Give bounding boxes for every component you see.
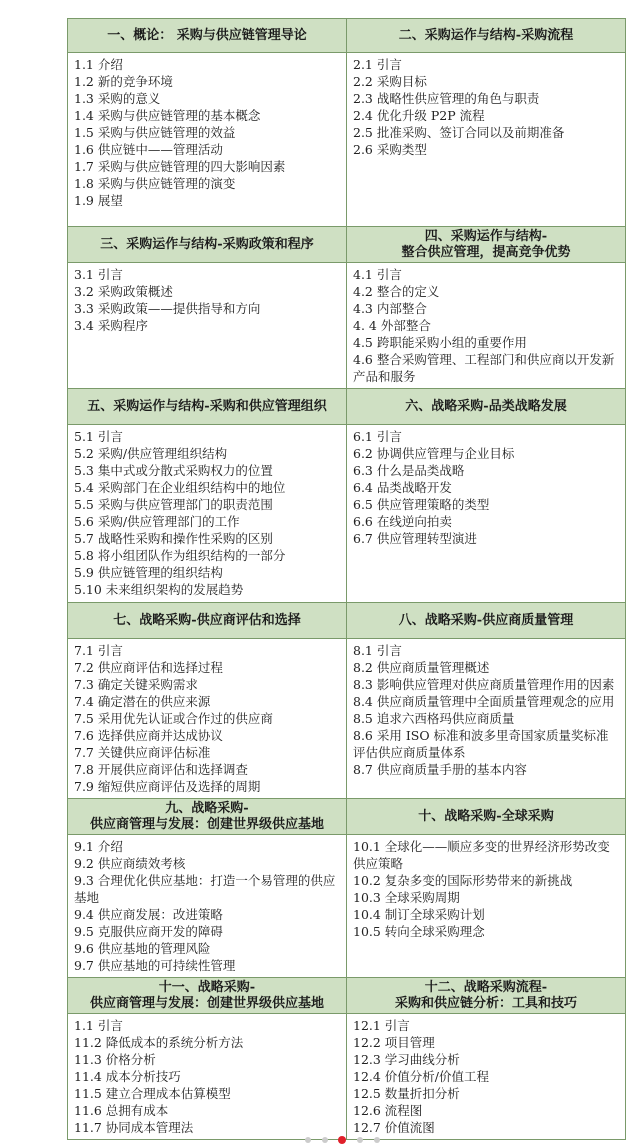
list-item: 4. 4 外部整合 bbox=[353, 318, 431, 333]
list-item: 9.3 合理优化供应基地：打造一个易管理的供应基地 bbox=[74, 873, 336, 905]
list-item: 7.9 缩短供应商评估及选择的周期 bbox=[74, 779, 261, 794]
list-item: 4.2 整合的定义 bbox=[353, 284, 440, 299]
list-item: 5.6 采购/供应管理部门的工作 bbox=[74, 514, 240, 529]
page-dot[interactable] bbox=[374, 1137, 380, 1143]
list-item: 11.4 成本分析技巧 bbox=[74, 1069, 181, 1084]
list-item: 8.1 引言 bbox=[353, 643, 402, 658]
list-item: 6.5 供应管理策略的类型 bbox=[353, 497, 490, 512]
list-item: 8.2 供应商质量管理概述 bbox=[353, 660, 490, 675]
list-item: 11.3 价格分析 bbox=[74, 1052, 156, 1067]
list-item: 7.7 关键供应商评估标准 bbox=[74, 745, 211, 760]
section-9-title: 九、战略采购- 供应商管理与发展：创建世界级供应基地 bbox=[68, 799, 347, 835]
list-item: 5.8 将小组团队作为组织结构的一部分 bbox=[74, 548, 286, 563]
list-item: 5.9 供应链管理的组织结构 bbox=[74, 565, 223, 580]
section-10-items bbox=[347, 835, 626, 978]
list-item: 7.1 引言 bbox=[74, 643, 123, 658]
section-6-title: 六、战略采购-品类战略发展 bbox=[347, 389, 626, 425]
list-item: 8.6 采用 ISO 标准和波多里奇国家质量奖标准评估供应商质量体系 bbox=[353, 728, 609, 760]
list-item: 10.2 复杂多变的国际形势带来的新挑战 bbox=[353, 873, 573, 888]
section-4-title: 四、采购运作与结构- 整合供应管理，提高竞争优势 bbox=[347, 227, 626, 263]
list-item: 2.1 引言 bbox=[353, 57, 402, 72]
list-item: 5.2 采购/供应管理组织结构 bbox=[74, 446, 228, 461]
list-item: 1.9 展望 bbox=[74, 193, 123, 208]
list-item: 3.2 采购政策概述 bbox=[74, 284, 173, 299]
list-item: 1.6 供应链中——管理活动 bbox=[74, 142, 223, 157]
section-7-items bbox=[68, 639, 347, 799]
section-11-items bbox=[68, 1014, 347, 1140]
list-item: 3.3 采购政策——提供指导和方向 bbox=[74, 301, 261, 316]
list-item: 7.8 开展供应商评估和选择调查 bbox=[74, 762, 248, 777]
list-item: 2.3 战略性供应管理的角色与职责 bbox=[353, 91, 540, 106]
list-item: 5.3 集中式或分散式采购权力的位置 bbox=[74, 463, 273, 478]
list-item: 5.5 采购与供应管理部门的职责范围 bbox=[74, 497, 273, 512]
list-item: 5.4 采购部门在企业组织结构中的地位 bbox=[74, 480, 286, 495]
list-item: 9.5 克服供应商开发的障碍 bbox=[74, 924, 223, 939]
page-dot-active[interactable] bbox=[338, 1136, 346, 1144]
list-item: 7.6 选择供应商并达成协议 bbox=[74, 728, 223, 743]
list-item: 7.5 采用优先认证或合作过的供应商 bbox=[74, 711, 273, 726]
list-item: 8.3 影响供应管理对供应商质量管理作用的因素 bbox=[353, 677, 615, 692]
list-item: 10.4 制订全球采购计划 bbox=[353, 907, 485, 922]
list-item: 9.1 介绍 bbox=[74, 839, 123, 854]
list-item: 7.2 供应商评估和选择过程 bbox=[74, 660, 223, 675]
list-item: 11.5 建立合理成本估算模型 bbox=[74, 1086, 231, 1101]
section-7-title: 七、战略采购-供应商评估和选择 bbox=[68, 603, 347, 639]
list-item: 2.4 优化升级 P2P 流程 bbox=[353, 108, 485, 123]
page-dot[interactable] bbox=[322, 1137, 328, 1143]
list-item: 11.6 总拥有成本 bbox=[74, 1103, 169, 1118]
page-indicator bbox=[0, 1136, 642, 1144]
list-item: 12.5 数量折扣分析 bbox=[353, 1086, 460, 1101]
list-item: 5.10 未来组织架构的发展趋势 bbox=[74, 582, 244, 597]
list-item: 3.4 采购程序 bbox=[74, 318, 148, 333]
list-item: 1.1 引言 bbox=[74, 1018, 123, 1033]
syllabus-table bbox=[67, 18, 626, 1140]
list-item: 12.1 引言 bbox=[353, 1018, 410, 1033]
section-12-items bbox=[347, 1014, 626, 1140]
section-4-items bbox=[347, 263, 626, 389]
list-item: 5.1 引言 bbox=[74, 429, 123, 444]
section-1-title: 一、概论： 采购与供应链管理导论 bbox=[68, 19, 347, 53]
list-item: 11.2 降低成本的系统分析方法 bbox=[74, 1035, 244, 1050]
list-item: 2.5 批准采购、签订合同以及前期准备 bbox=[353, 125, 565, 140]
list-item: 2.2 采购目标 bbox=[353, 74, 427, 89]
list-item: 12.6 流程图 bbox=[353, 1103, 423, 1118]
section-2-title: 二、采购运作与结构-采购流程 bbox=[347, 19, 626, 53]
section-12-title: 十二、战略采购流程- 采购和供应链分析：工具和技巧 bbox=[347, 978, 626, 1014]
section-2-items bbox=[347, 53, 626, 227]
list-item: 11.7 协同成本管理法 bbox=[74, 1120, 194, 1135]
list-item: 4.5 跨职能采购小组的重要作用 bbox=[353, 335, 527, 350]
list-item: 10.5 转向全球采购理念 bbox=[353, 924, 485, 939]
list-item: 3.1 引言 bbox=[74, 267, 123, 282]
page-dot[interactable] bbox=[305, 1137, 311, 1143]
list-item: 10.1 全球化——顺应多变的世界经济形势改变供应策略 bbox=[353, 839, 610, 871]
section-8-title: 八、战略采购-供应商质量管理 bbox=[347, 603, 626, 639]
section-11-title: 十一、战略采购- 供应商管理与发展：创建世界级供应基地 bbox=[68, 978, 347, 1014]
list-item: 9.7 供应基地的可持续性管理 bbox=[74, 958, 236, 973]
list-item: 1.2 新的竞争环境 bbox=[74, 74, 173, 89]
list-item: 7.3 确定关键采购需求 bbox=[74, 677, 198, 692]
list-item: 8.5 追求六西格玛供应商质量 bbox=[353, 711, 515, 726]
list-item: 6.4 品类战略开发 bbox=[353, 480, 452, 495]
list-item: 6.7 供应管理转型演进 bbox=[353, 531, 477, 546]
list-item: 6.1 引言 bbox=[353, 429, 402, 444]
list-item: 2.6 采购类型 bbox=[353, 142, 427, 157]
list-item: 1.7 采购与供应链管理的四大影响因素 bbox=[74, 159, 286, 174]
list-item: 12.2 项目管理 bbox=[353, 1035, 435, 1050]
section-10-title: 十、战略采购-全球采购 bbox=[347, 799, 626, 835]
section-8-items bbox=[347, 639, 626, 799]
list-item: 1.5 采购与供应链管理的效益 bbox=[74, 125, 236, 140]
list-item: 1.8 采购与供应链管理的演变 bbox=[74, 176, 236, 191]
list-item: 8.7 供应商质量手册的基本内容 bbox=[353, 762, 527, 777]
list-item: 1.3 采购的意义 bbox=[74, 91, 161, 106]
list-item: 1.1 介绍 bbox=[74, 57, 123, 72]
list-item: 9.6 供应基地的管理风险 bbox=[74, 941, 211, 956]
list-item: 5.7 战略性采购和操作性采购的区别 bbox=[74, 531, 273, 546]
list-item: 1.4 采购与供应链管理的基本概念 bbox=[74, 108, 261, 123]
section-9-items bbox=[68, 835, 347, 978]
section-5-title: 五、采购运作与结构-采购和供应管理组织 bbox=[68, 389, 347, 425]
list-item: 4.1 引言 bbox=[353, 267, 402, 282]
list-item: 8.4 供应商质量管理中全面质量管理观念的应用 bbox=[353, 694, 615, 709]
list-item: 12.3 学习曲线分析 bbox=[353, 1052, 460, 1067]
section-5-items bbox=[68, 425, 347, 603]
page-dot[interactable] bbox=[357, 1137, 363, 1143]
list-item: 10.3 全球采购周期 bbox=[353, 890, 460, 905]
list-item: 6.6 在线逆向拍卖 bbox=[353, 514, 452, 529]
section-1-items bbox=[68, 53, 347, 227]
list-item: 12.7 价值流图 bbox=[353, 1120, 435, 1135]
list-item: 6.2 协调供应管理与企业目标 bbox=[353, 446, 515, 461]
list-item: 4.3 内部整合 bbox=[353, 301, 427, 316]
list-item: 9.2 供应商绩效考核 bbox=[74, 856, 186, 871]
list-item: 4.6 整合采购管理、工程部门和供应商以开发新产品和服务 bbox=[353, 352, 615, 384]
section-6-items bbox=[347, 425, 626, 603]
list-item: 6.3 什么是品类战略 bbox=[353, 463, 465, 478]
section-3-items bbox=[68, 263, 347, 389]
section-3-title: 三、采购运作与结构-采购政策和程序 bbox=[68, 227, 347, 263]
list-item: 7.4 确定潜在的供应来源 bbox=[74, 694, 211, 709]
list-item: 9.4 供应商发展：改进策略 bbox=[74, 907, 223, 922]
list-item: 12.4 价值分析/价值工程 bbox=[353, 1069, 490, 1084]
